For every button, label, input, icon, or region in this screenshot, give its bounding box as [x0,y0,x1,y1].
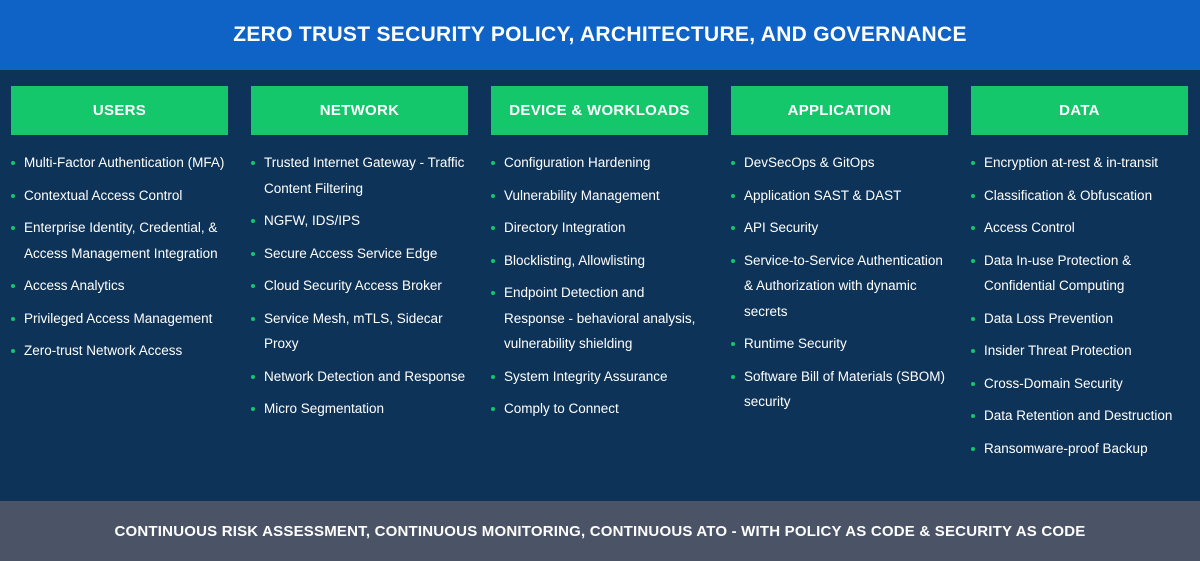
list-item-label: Trusted Internet Gateway - Traffic Content Filtering [264,155,465,196]
footer-banner [0,501,1200,561]
list-item [251,208,468,234]
list-item [251,241,468,267]
bullet-icon [491,407,495,411]
bullet-icon [11,317,15,321]
pillar-application [731,86,948,422]
bullet-icon [731,161,735,165]
list-item-label: Secure Access Service Edge [264,245,438,261]
list-item [491,183,708,209]
pillar-header: DEVICE & WORKLOADS [491,86,708,135]
list-item-label: Data Retention and Destruction [984,408,1173,423]
list-item-label: Vulnerability Management [504,187,660,203]
bullet-icon [251,407,255,411]
pillar-network [251,86,468,429]
pillar-list [251,150,468,422]
bullet-icon [251,161,255,165]
pillar-list [11,150,228,364]
list-item-label: Application SAST & DAST [744,187,902,203]
list-item [971,215,1188,241]
bullet-icon [11,194,15,198]
bullet-icon [971,349,975,353]
bullet-icon [491,226,495,230]
list-item [11,338,228,364]
list-item-label: Runtime Security [744,336,847,351]
list-item-label: Cloud Security Access Broker [264,278,442,293]
list-item [491,215,708,241]
bullet-icon [491,291,495,295]
list-item-label: Micro Segmentation [264,401,385,416]
bullet-icon [971,194,975,198]
list-item [11,150,228,176]
list-item [491,248,708,274]
list-item-label: Enterprise Identity, Credential, & Access Management Integration [24,220,218,261]
list-item [971,183,1188,209]
bullet-icon [491,259,495,263]
list-item-label: Data In-use Protection & Confidential Computing [984,252,1132,293]
bullet-icon [971,161,975,165]
footer-text: CONTINUOUS RISK ASSESSMENT, CONTINUOUS MONITORING, CONTINUOUS ATO - WITH POLICY AS CODE & SECURITY AS CODE [114,522,1086,540]
list-item [251,273,468,299]
bullet-icon [251,375,255,379]
list-item-label: DevSecOps & GitOps [744,155,875,170]
list-item-label: Access Control [984,220,1075,235]
title-banner [0,0,1200,70]
list-item [11,306,228,332]
list-item-label: Zero-trust Network Access [24,343,183,358]
list-item-label: Software Bill of Materials (SBOM) security [744,368,946,409]
list-item [251,150,468,201]
list-item-label: Configuration Hardening [504,155,651,170]
bullet-icon [731,259,735,263]
list-item-label: Contextual Access Control [24,187,183,203]
bullet-icon [971,414,975,418]
list-item [971,338,1188,364]
list-item [491,396,708,422]
list-item-label: Data Loss Prevention [984,310,1114,326]
list-item-label: System Integrity Assurance [504,368,668,384]
bullet-icon [731,194,735,198]
list-item [491,364,708,390]
list-item [731,364,948,415]
bullet-icon [251,219,255,223]
list-item-label: Encryption at-rest & in-transit [984,155,1159,170]
list-item [251,306,468,357]
list-item [251,396,468,422]
bullet-icon [491,194,495,198]
bullet-icon [971,382,975,386]
pillar-header: APPLICATION [731,86,948,135]
pillar-list [971,150,1188,461]
bullet-icon [731,375,735,379]
list-item [731,331,948,357]
list-item-label: Service Mesh, mTLS, Sidecar Proxy [264,310,443,351]
bullet-icon [251,252,255,256]
list-item-label: Classification & Obfuscation [984,187,1153,203]
bullet-icon [251,317,255,321]
list-item-label: Privileged Access Management [24,310,213,326]
list-item [731,183,948,209]
pillars-area [0,70,1200,501]
pillar-header: USERS [11,86,228,135]
list-item [971,436,1188,462]
bullet-icon [251,284,255,288]
pillar-header: NETWORK [251,86,468,135]
list-item-label: NGFW, IDS/IPS [264,213,361,228]
list-item [491,150,708,176]
pillar-list [731,150,948,415]
list-item [971,150,1188,176]
list-item [971,371,1188,397]
pillar-users [11,86,228,371]
list-item [731,248,948,325]
pillar-header: DATA [971,86,1188,135]
list-item-label: Cross-Domain Security [984,375,1123,391]
bullet-icon [731,342,735,346]
list-item [251,364,468,390]
list-item [971,403,1188,429]
list-item-label: Multi-Factor Authentication (MFA) [24,155,225,170]
bullet-icon [971,447,975,451]
bullet-icon [11,284,15,288]
list-item-label: Directory Integration [504,220,626,235]
pillar-list [491,150,708,422]
bullet-icon [491,375,495,379]
page-title: ZERO TRUST SECURITY POLICY, ARCHITECTURE, AND GOVERNANCE [233,23,967,46]
list-item [971,248,1188,299]
bullet-icon [731,226,735,230]
bullet-icon [11,161,15,165]
list-item-label: Access Analytics [24,278,125,293]
list-item-label: Endpoint Detection and Response - behavioral analysis, vulnerability shielding [504,285,696,351]
bullet-icon [491,161,495,165]
bullet-icon [971,226,975,230]
bullet-icon [11,226,15,230]
list-item-label: Network Detection and Response [264,368,466,384]
list-item [491,280,708,357]
bullet-icon [971,317,975,321]
list-item-label: Insider Threat Protection [984,343,1132,358]
bullet-icon [971,259,975,263]
list-item-label: Service-to-Service Authentication & Authorization with dynamic secrets [744,252,943,319]
list-item-label: Comply to Connect [504,401,619,416]
list-item [11,273,228,299]
list-item [971,306,1188,332]
list-item [11,183,228,209]
bullet-icon [11,349,15,353]
list-item-label: API Security [744,220,819,235]
pillar-data [971,86,1188,468]
list-item-label: Blocklisting, Allowlisting [504,252,646,268]
list-item [11,215,228,266]
list-item-label: Ransomware-proof Backup [984,440,1148,456]
list-item [731,150,948,176]
pillar-device-workloads [491,86,708,429]
list-item [731,215,948,241]
